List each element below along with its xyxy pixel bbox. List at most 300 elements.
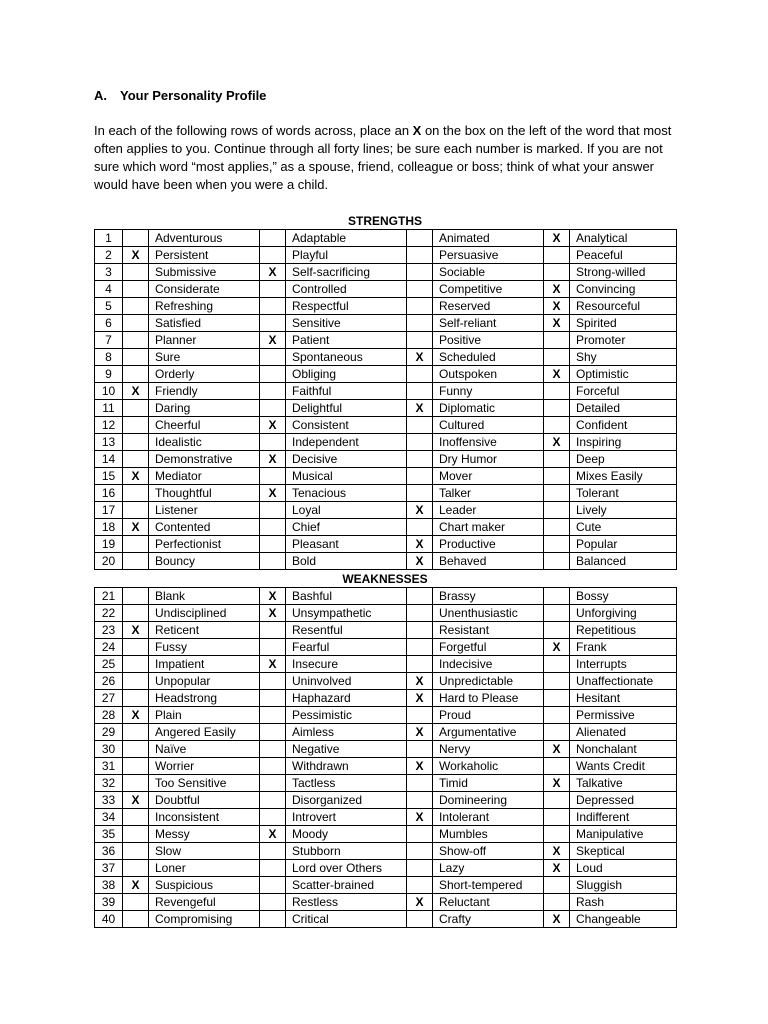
checkbox-cell[interactable] — [123, 315, 149, 332]
word-cell: Promoter — [570, 332, 677, 349]
row-number: 30 — [95, 741, 123, 758]
row-number: 9 — [95, 366, 123, 383]
strengths-table-body — [95, 230, 677, 570]
word-cell: Negative — [286, 741, 407, 758]
row-number: 2 — [95, 247, 123, 264]
section-title: Your Personality Profile — [120, 88, 267, 103]
checkbox-cell[interactable]: X — [407, 894, 433, 911]
word-cell: Idealistic — [149, 434, 260, 451]
word-cell: Inconsistent — [149, 809, 260, 826]
checkbox-cell[interactable] — [123, 417, 149, 434]
checkbox-cell[interactable] — [544, 605, 570, 622]
word-cell: Scatter-brained — [286, 877, 407, 894]
word-cell: Dry Humor — [433, 451, 544, 468]
checkbox-cell[interactable] — [260, 741, 286, 758]
checkbox-cell[interactable] — [123, 400, 149, 417]
word-cell: Introvert — [286, 809, 407, 826]
checkbox-cell[interactable]: X — [407, 502, 433, 519]
word-cell: Repetitious — [570, 622, 677, 639]
word-cell: Funny — [433, 383, 544, 400]
checkbox-cell[interactable] — [407, 605, 433, 622]
checkbox-cell[interactable] — [123, 656, 149, 673]
checkbox-cell[interactable] — [123, 502, 149, 519]
table-row — [95, 775, 677, 792]
word-cell: Contented — [149, 519, 260, 536]
checkbox-cell[interactable] — [407, 451, 433, 468]
checkbox-cell[interactable] — [123, 724, 149, 741]
checkbox-cell[interactable] — [407, 247, 433, 264]
checkbox-cell[interactable] — [407, 315, 433, 332]
word-cell: Optimistic — [570, 366, 677, 383]
word-cell: Cultured — [433, 417, 544, 434]
word-cell: Spirited — [570, 315, 677, 332]
word-cell: Persistent — [149, 247, 260, 264]
checkbox-cell[interactable]: X — [544, 434, 570, 451]
checkbox-cell[interactable] — [407, 264, 433, 281]
checkbox-cell[interactable] — [260, 775, 286, 792]
table-row — [95, 605, 677, 622]
checkbox-cell[interactable] — [123, 536, 149, 553]
checkbox-cell[interactable]: X — [123, 792, 149, 809]
word-cell: Unpopular — [149, 673, 260, 690]
word-cell: Patient — [286, 332, 407, 349]
checkbox-cell[interactable]: X — [544, 298, 570, 315]
word-cell: Insecure — [286, 656, 407, 673]
word-cell: Demonstrative — [149, 451, 260, 468]
checkbox-cell[interactable]: X — [123, 519, 149, 536]
checkbox-cell[interactable] — [544, 485, 570, 502]
word-cell: Behaved — [433, 553, 544, 570]
checkbox-cell[interactable]: X — [260, 656, 286, 673]
row-number: 13 — [95, 434, 123, 451]
checkbox-cell[interactable] — [123, 826, 149, 843]
checkbox-cell[interactable]: X — [407, 758, 433, 775]
word-cell: Positive — [433, 332, 544, 349]
checkbox-cell[interactable] — [544, 247, 570, 264]
checkbox-cell[interactable]: X — [260, 485, 286, 502]
row-number: 6 — [95, 315, 123, 332]
checkbox-cell[interactable] — [123, 553, 149, 570]
word-cell: Planner — [149, 332, 260, 349]
checkbox-cell[interactable] — [123, 366, 149, 383]
checkbox-cell[interactable] — [123, 775, 149, 792]
strengths-heading: STRENGTHS — [347, 214, 422, 228]
word-cell: Pessimistic — [286, 707, 407, 724]
checkbox-cell[interactable]: X — [407, 673, 433, 690]
word-cell: Skeptical — [570, 843, 677, 860]
checkbox-cell[interactable] — [407, 366, 433, 383]
checkbox-cell[interactable] — [260, 247, 286, 264]
table-row — [95, 485, 677, 502]
checkbox-cell[interactable] — [544, 707, 570, 724]
table-row — [95, 298, 677, 315]
word-cell: Doubtful — [149, 792, 260, 809]
checkbox-cell[interactable] — [123, 809, 149, 826]
checkbox-cell[interactable] — [544, 588, 570, 605]
checkbox-cell[interactable] — [544, 536, 570, 553]
checkbox-cell[interactable] — [260, 400, 286, 417]
table-row — [95, 383, 677, 400]
word-cell: Workaholic — [433, 758, 544, 775]
checkbox-cell[interactable] — [407, 911, 433, 928]
word-cell: Loyal — [286, 502, 407, 519]
table-row — [95, 400, 677, 417]
checkbox-cell[interactable] — [407, 656, 433, 673]
checkbox-cell[interactable] — [260, 315, 286, 332]
checkbox-cell[interactable]: X — [544, 775, 570, 792]
checkbox-cell[interactable] — [260, 673, 286, 690]
checkbox-cell[interactable] — [407, 639, 433, 656]
checkbox-cell[interactable] — [544, 792, 570, 809]
word-cell: Cheerful — [149, 417, 260, 434]
word-cell: Reticent — [149, 622, 260, 639]
checkbox-cell[interactable] — [544, 400, 570, 417]
word-cell: Slow — [149, 843, 260, 860]
word-cell: Considerate — [149, 281, 260, 298]
checkbox-cell[interactable] — [407, 230, 433, 247]
word-cell: Indifferent — [570, 809, 677, 826]
word-cell: Balanced — [570, 553, 677, 570]
checkbox-cell[interactable]: X — [123, 247, 149, 264]
checkbox-cell[interactable]: X — [260, 264, 286, 281]
checkbox-cell[interactable] — [260, 877, 286, 894]
row-number: 7 — [95, 332, 123, 349]
word-cell: Playful — [286, 247, 407, 264]
checkbox-cell[interactable] — [407, 826, 433, 843]
word-cell: Crafty — [433, 911, 544, 928]
checkbox-cell[interactable]: X — [260, 451, 286, 468]
word-cell: Reluctant — [433, 894, 544, 911]
checkbox-cell[interactable] — [544, 758, 570, 775]
checkbox-cell[interactable] — [260, 690, 286, 707]
row-number: 33 — [95, 792, 123, 809]
checkbox-cell[interactable] — [260, 724, 286, 741]
checkbox-cell[interactable] — [260, 298, 286, 315]
checkbox-cell[interactable] — [123, 349, 149, 366]
word-cell: Confident — [570, 417, 677, 434]
checkbox-cell[interactable] — [544, 417, 570, 434]
checkbox-cell[interactable]: X — [260, 332, 286, 349]
row-number: 21 — [95, 588, 123, 605]
checkbox-cell[interactable]: X — [123, 383, 149, 400]
checkbox-cell[interactable]: X — [544, 911, 570, 928]
table-row — [95, 264, 677, 281]
word-cell: Nonchalant — [570, 741, 677, 758]
word-cell: Pleasant — [286, 536, 407, 553]
checkbox-cell[interactable]: X — [544, 366, 570, 383]
checkbox-cell[interactable] — [123, 911, 149, 928]
row-number: 23 — [95, 622, 123, 639]
checkbox-cell[interactable] — [260, 383, 286, 400]
checkbox-cell[interactable] — [407, 792, 433, 809]
checkbox-cell[interactable] — [544, 468, 570, 485]
checkbox-cell[interactable]: X — [260, 588, 286, 605]
checkbox-cell[interactable] — [260, 349, 286, 366]
checkbox-cell[interactable] — [123, 894, 149, 911]
word-cell: Diplomatic — [433, 400, 544, 417]
word-cell: Delightful — [286, 400, 407, 417]
checkbox-cell[interactable] — [260, 809, 286, 826]
checkbox-cell[interactable] — [123, 298, 149, 315]
checkbox-cell[interactable] — [407, 468, 433, 485]
checkbox-cell[interactable] — [260, 536, 286, 553]
word-cell: Shy — [570, 349, 677, 366]
checkbox-cell[interactable]: X — [123, 468, 149, 485]
word-cell: Bold — [286, 553, 407, 570]
section-letter: A. — [94, 88, 107, 103]
word-cell: Disorganized — [286, 792, 407, 809]
checkbox-cell[interactable] — [544, 332, 570, 349]
word-cell: Friendly — [149, 383, 260, 400]
checkbox-cell[interactable] — [544, 553, 570, 570]
checkbox-cell[interactable] — [407, 485, 433, 502]
row-number: 25 — [95, 656, 123, 673]
table-row — [95, 758, 677, 775]
checkbox-cell[interactable]: X — [260, 417, 286, 434]
word-cell: Bouncy — [149, 553, 260, 570]
checkbox-cell[interactable] — [260, 707, 286, 724]
table-row — [95, 230, 677, 247]
word-cell: Too Sensitive — [149, 775, 260, 792]
word-cell: Sluggish — [570, 877, 677, 894]
word-cell: Inspiring — [570, 434, 677, 451]
table-row — [95, 656, 677, 673]
checkbox-cell[interactable] — [407, 775, 433, 792]
checkbox-cell[interactable] — [407, 860, 433, 877]
checkbox-cell[interactable] — [123, 434, 149, 451]
word-cell: Reserved — [433, 298, 544, 315]
checkbox-cell[interactable] — [260, 894, 286, 911]
word-cell: Mixes Easily — [570, 468, 677, 485]
word-cell: Faithful — [286, 383, 407, 400]
word-cell: Self-sacrificing — [286, 264, 407, 281]
checkbox-cell[interactable]: X — [407, 400, 433, 417]
row-number: 16 — [95, 485, 123, 502]
word-cell: Chart maker — [433, 519, 544, 536]
checkbox-cell[interactable] — [544, 826, 570, 843]
checkbox-cell[interactable] — [123, 605, 149, 622]
instructions-paragraph — [94, 122, 684, 194]
word-cell: Sensitive — [286, 315, 407, 332]
checkbox-cell[interactable] — [407, 588, 433, 605]
checkbox-cell[interactable] — [123, 758, 149, 775]
checkbox-cell[interactable] — [260, 622, 286, 639]
checkbox-cell[interactable]: X — [544, 741, 570, 758]
word-cell: Popular — [570, 536, 677, 553]
checkbox-cell[interactable] — [407, 281, 433, 298]
checkbox-cell[interactable] — [260, 843, 286, 860]
checkbox-cell[interactable] — [544, 894, 570, 911]
checkbox-cell[interactable] — [123, 281, 149, 298]
row-number: 29 — [95, 724, 123, 741]
row-number: 3 — [95, 264, 123, 281]
word-cell: Loner — [149, 860, 260, 877]
row-number: 18 — [95, 519, 123, 536]
word-cell: Lively — [570, 502, 677, 519]
checkbox-cell[interactable]: X — [544, 281, 570, 298]
word-cell: Compromising — [149, 911, 260, 928]
table-row — [95, 519, 677, 536]
checkbox-cell[interactable] — [260, 911, 286, 928]
checkbox-cell[interactable]: X — [123, 877, 149, 894]
word-cell: Chief — [286, 519, 407, 536]
checkbox-cell[interactable] — [544, 877, 570, 894]
word-cell: Daring — [149, 400, 260, 417]
checkbox-cell[interactable]: X — [544, 230, 570, 247]
checkbox-cell[interactable] — [544, 673, 570, 690]
row-number: 12 — [95, 417, 123, 434]
checkbox-cell[interactable] — [123, 485, 149, 502]
word-cell: Peaceful — [570, 247, 677, 264]
row-number: 37 — [95, 860, 123, 877]
checkbox-cell[interactable]: X — [544, 639, 570, 656]
checkbox-cell[interactable] — [260, 792, 286, 809]
checkbox-cell[interactable] — [544, 383, 570, 400]
table-row — [95, 502, 677, 519]
checkbox-cell[interactable] — [407, 417, 433, 434]
checkbox-cell[interactable] — [544, 349, 570, 366]
checkbox-cell[interactable] — [123, 690, 149, 707]
word-cell: Stubborn — [286, 843, 407, 860]
checkbox-cell[interactable] — [544, 264, 570, 281]
word-cell: Satisfied — [149, 315, 260, 332]
word-cell: Unsympathetic — [286, 605, 407, 622]
checkbox-cell[interactable] — [407, 843, 433, 860]
word-cell: Messy — [149, 826, 260, 843]
checkbox-cell[interactable] — [260, 230, 286, 247]
row-number: 17 — [95, 502, 123, 519]
checkbox-cell[interactable] — [260, 553, 286, 570]
word-cell: Productive — [433, 536, 544, 553]
word-cell: Headstrong — [149, 690, 260, 707]
checkbox-cell[interactable]: X — [123, 707, 149, 724]
word-cell: Detailed — [570, 400, 677, 417]
checkbox-cell[interactable] — [407, 519, 433, 536]
word-cell: Blank — [149, 588, 260, 605]
checkbox-cell[interactable] — [123, 230, 149, 247]
word-cell: Resistant — [433, 622, 544, 639]
checkbox-cell[interactable] — [123, 264, 149, 281]
word-cell: Spontaneous — [286, 349, 407, 366]
table-row — [95, 553, 677, 570]
checkbox-cell[interactable] — [260, 281, 286, 298]
checkbox-cell[interactable] — [260, 366, 286, 383]
checkbox-cell[interactable] — [123, 673, 149, 690]
checkbox-cell[interactable]: X — [544, 843, 570, 860]
checkbox-cell[interactable] — [544, 502, 570, 519]
checkbox-cell[interactable] — [260, 519, 286, 536]
checkbox-cell[interactable] — [407, 298, 433, 315]
checkbox-cell[interactable] — [407, 332, 433, 349]
checkbox-cell[interactable]: X — [407, 690, 433, 707]
word-cell: Thoughtful — [149, 485, 260, 502]
word-cell: Respectful — [286, 298, 407, 315]
word-cell: Perfectionist — [149, 536, 260, 553]
checkbox-cell[interactable] — [407, 707, 433, 724]
checkbox-cell[interactable] — [260, 639, 286, 656]
checkbox-cell[interactable] — [544, 519, 570, 536]
checkbox-cell[interactable] — [260, 758, 286, 775]
checkbox-cell[interactable] — [407, 622, 433, 639]
word-cell: Leader — [433, 502, 544, 519]
word-cell: Nervy — [433, 741, 544, 758]
word-cell: Depressed — [570, 792, 677, 809]
checkbox-cell[interactable] — [123, 588, 149, 605]
word-cell: Deep — [570, 451, 677, 468]
word-cell: Restless — [286, 894, 407, 911]
word-cell: Haphazard — [286, 690, 407, 707]
row-number: 32 — [95, 775, 123, 792]
checkbox-cell[interactable]: X — [544, 315, 570, 332]
word-cell: Unforgiving — [570, 605, 677, 622]
word-cell: Rash — [570, 894, 677, 911]
checkbox-cell[interactable] — [123, 332, 149, 349]
checkbox-cell[interactable] — [544, 656, 570, 673]
word-cell: Mover — [433, 468, 544, 485]
checkbox-cell[interactable]: X — [260, 605, 286, 622]
checkbox-cell[interactable] — [123, 451, 149, 468]
table-row — [95, 639, 677, 656]
word-cell: Proud — [433, 707, 544, 724]
checkbox-cell[interactable] — [544, 809, 570, 826]
table-row — [95, 468, 677, 485]
checkbox-cell[interactable] — [407, 741, 433, 758]
word-cell: Forceful — [570, 383, 677, 400]
weaknesses-heading: WEAKNESSES — [342, 572, 428, 586]
checkbox-cell[interactable] — [544, 690, 570, 707]
checkbox-cell[interactable]: X — [407, 536, 433, 553]
word-cell: Sure — [149, 349, 260, 366]
checkbox-cell[interactable]: X — [407, 349, 433, 366]
checkbox-cell[interactable] — [544, 622, 570, 639]
checkbox-cell[interactable] — [123, 860, 149, 877]
checkbox-cell[interactable] — [260, 860, 286, 877]
checkbox-cell[interactable] — [260, 434, 286, 451]
checkbox-cell[interactable] — [544, 451, 570, 468]
checkbox-cell[interactable]: X — [407, 724, 433, 741]
checkbox-cell[interactable]: X — [407, 809, 433, 826]
word-cell: Plain — [149, 707, 260, 724]
checkbox-cell[interactable]: X — [260, 826, 286, 843]
checkbox-cell[interactable] — [123, 843, 149, 860]
checkbox-cell[interactable] — [123, 639, 149, 656]
table-row — [95, 690, 677, 707]
table-row — [95, 877, 677, 894]
word-cell: Talkative — [570, 775, 677, 792]
word-cell: Critical — [286, 911, 407, 928]
table-row — [95, 588, 677, 605]
checkbox-cell[interactable] — [407, 383, 433, 400]
checkbox-cell[interactable] — [123, 741, 149, 758]
word-cell: Naïve — [149, 741, 260, 758]
checkbox-cell[interactable] — [544, 724, 570, 741]
table-row — [95, 826, 677, 843]
row-number: 39 — [95, 894, 123, 911]
checkbox-cell[interactable] — [260, 502, 286, 519]
instructions-x-mark: X — [412, 123, 422, 138]
checkbox-cell[interactable] — [407, 877, 433, 894]
checkbox-cell[interactable]: X — [407, 553, 433, 570]
checkbox-cell[interactable]: X — [123, 622, 149, 639]
checkbox-cell[interactable]: X — [544, 860, 570, 877]
word-cell: Loud — [570, 860, 677, 877]
checkbox-cell[interactable] — [260, 468, 286, 485]
checkbox-cell[interactable] — [407, 434, 433, 451]
word-cell: Resourceful — [570, 298, 677, 315]
word-cell: Tenacious — [286, 485, 407, 502]
word-cell: Tolerant — [570, 485, 677, 502]
word-cell: Hard to Please — [433, 690, 544, 707]
